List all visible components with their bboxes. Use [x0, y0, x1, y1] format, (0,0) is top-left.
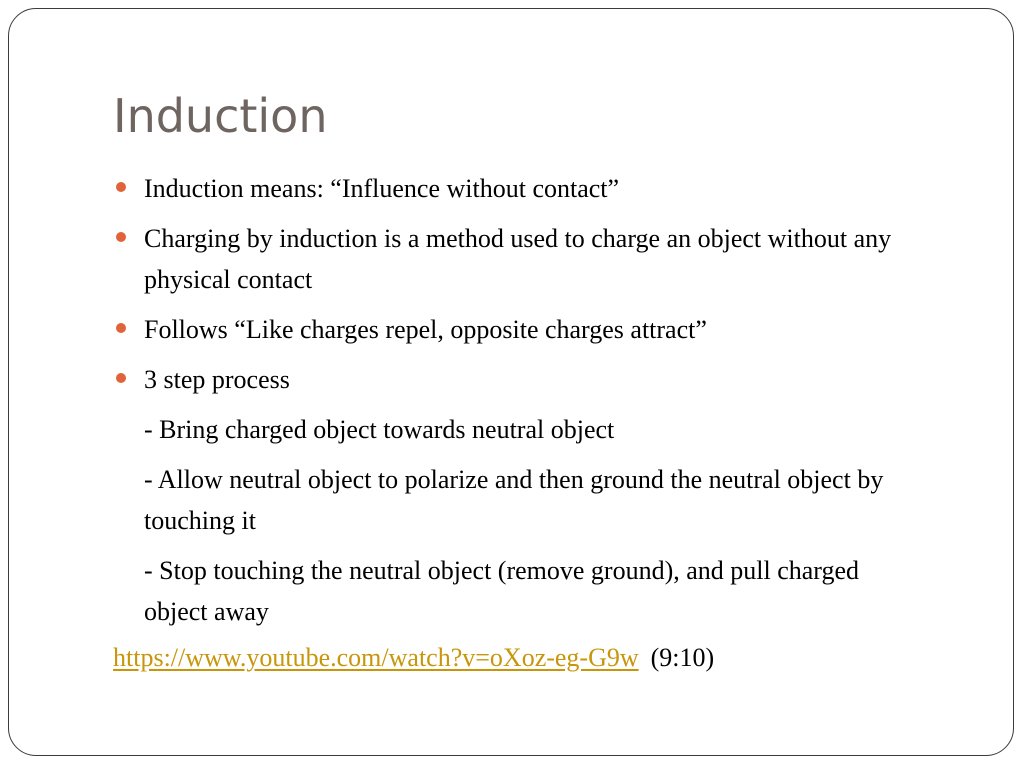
slide-title: Induction [113, 89, 328, 143]
bullet-dot-icon [116, 232, 126, 242]
video-timestamp: (9:10) [650, 643, 715, 672]
step-text: - Allow neutral object to polarize and then ground the neutral object by touching it [144, 465, 884, 535]
step-item [113, 459, 903, 541]
bullet-text: 3 step process [144, 365, 290, 394]
bullet-item [113, 218, 903, 300]
youtube-link[interactable]: https://www.youtube.com/watch?v=oXoz-eg-G9w [113, 643, 639, 672]
step-item [113, 409, 903, 450]
bullet-dot-icon [116, 373, 126, 383]
bullet-text: Charging by induction is a method used to charge an object without any physical contact [144, 224, 892, 294]
bullet-list [113, 168, 903, 641]
bullet-item [113, 359, 903, 400]
bullet-text: Follows “Like charges repel, opposite charges attract” [144, 315, 707, 344]
bullet-text: Induction means: “Influence without contact” [144, 174, 620, 203]
video-reference [113, 637, 714, 678]
bullet-dot-icon [116, 182, 126, 192]
bullet-dot-icon [116, 323, 126, 333]
bullet-item [113, 309, 903, 350]
step-item [113, 550, 903, 632]
bullet-item [113, 168, 903, 209]
step-text: - Stop touching the neutral object (remove ground), and pull charged object away [144, 556, 860, 626]
step-text: - Bring charged object towards neutral object [144, 415, 615, 444]
